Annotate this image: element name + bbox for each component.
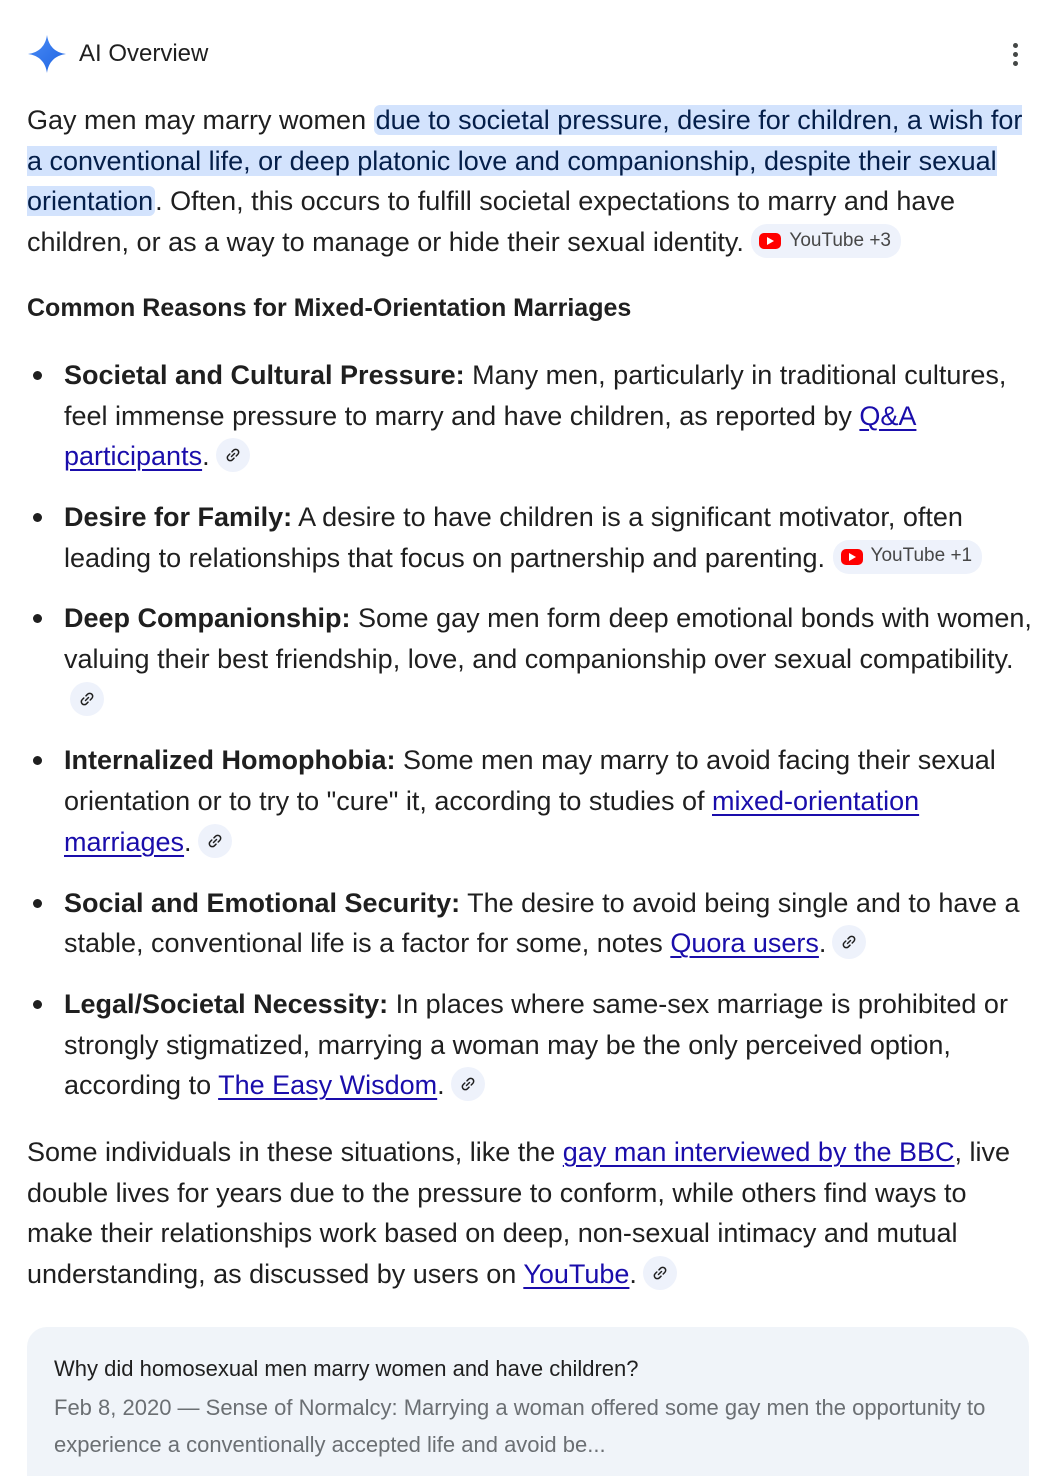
list-item: Societal and Cultural Pressure: Many men, particularly in traditional cultures, feel immense pressure to marry and have children, as reported by Q&A participants.: [27, 355, 1033, 477]
list-item: Internalized Homophobia: Some men may marry to avoid facing their sexual orientation or to try to "cure" it, according to studies of mixed-orientation marriages.: [27, 740, 1033, 862]
link-chip-button[interactable]: [198, 824, 232, 858]
reason-text: The desire to avoid being single and to have a stable, conventional life is a factor for some, notes: [64, 887, 1020, 959]
reason-term: Deep Companionship:: [64, 603, 351, 634]
youtube-icon: [759, 233, 781, 249]
reason-link[interactable]: mixed-orientation marriages: [64, 786, 920, 857]
link-chip-button[interactable]: [451, 1067, 485, 1101]
intro-rest: . Often, this occurs to fulfill societal expectations to marry and have children, or as a way to manage or hide their sexual identity.: [27, 186, 955, 258]
intro-lead: Gay men may marry women: [27, 105, 374, 135]
reason-term: Social and Emotional Security:: [64, 887, 461, 918]
intro-highlight: due to societal pressure, desire for children, a wish for a conventional life, or deep platonic love and companionship, despite their sexual orientation: [27, 105, 1023, 217]
reason-text: A desire to have children is a significant motivator, often leading to relationships that focus on partnership and parenting.: [64, 501, 963, 573]
source-chip-label: YouTube +1: [870, 545, 973, 567]
reason-text: Some gay men form deep emotional bonds with women, valuing their best friendship, love, and companionship over sexual compatibility.: [64, 603, 1032, 675]
reason-term: Societal and Cultural Pressure:: [64, 359, 465, 390]
link-icon: [460, 1076, 476, 1092]
reason-link[interactable]: The Easy Wisdom: [218, 1070, 438, 1101]
reason-link[interactable]: Q&A participants: [64, 400, 917, 472]
header-title: AI Overview: [79, 40, 209, 67]
youtube-icon: [841, 549, 863, 565]
link-chip-button[interactable]: [643, 1256, 677, 1290]
intro-paragraph: [27, 100, 1033, 263]
source-chip-youtube[interactable]: [751, 224, 901, 258]
section-title: Common Reasons for Mixed-Orientation Marriages: [27, 293, 632, 322]
link-icon: [841, 934, 857, 950]
source-chip-label: YouTube +3: [789, 229, 891, 251]
reason-link[interactable]: Quora users: [670, 928, 819, 959]
reason-term: Desire for Family:: [64, 501, 293, 532]
link-icon: [225, 447, 241, 463]
reason-text: Many men, particularly in traditional cultures, feel immense pressure to marry and have children, as reported by: [64, 359, 1007, 431]
reasons-list: [27, 355, 1033, 1106]
link-icon: [207, 833, 223, 849]
link-icon: [79, 691, 95, 707]
reason-text: Some men may marry to avoid facing their sexual orientation or to try to "cure" it, according to studies of: [64, 745, 996, 817]
bbc-link[interactable]: gay man interviewed by the BBC: [562, 1137, 955, 1168]
more-vert-icon: [1013, 43, 1018, 48]
list-item: Legal/Societal Necessity: In places where same-sex marriage is prohibited or strongly stigmatized, marrying a woman may be the only perceived option, according to The Easy Wisdom.: [27, 984, 1033, 1106]
gemini-spark-icon: [27, 34, 67, 74]
source-card[interactable]: [27, 1327, 1029, 1476]
closing-paragraph: Some individuals in these situations, like the gay man interviewed by the BBC, live double lives for years due to the pressure to conform, while others find ways to make their relationships work based on deep, non-sexual intimacy and mutual understanding, as discussed by users on YouTube.: [27, 1137, 1011, 1290]
more-options-button[interactable]: [997, 36, 1033, 72]
link-icon: [652, 1265, 668, 1281]
link-chip-button[interactable]: [70, 682, 104, 716]
link-chip-button[interactable]: [832, 925, 866, 959]
list-item: Social and Emotional Security: The desire to avoid being single and to have a stable, conventional life is a factor for some, notes Quora users.: [27, 883, 1033, 964]
list-item: [27, 598, 1033, 720]
source-card-snippet: Feb 8, 2020 — Sense of Normalcy: Marrying a woman offered some gay men the opportunity to experience a conventionally accepted life and avoid be...: [54, 1395, 986, 1457]
reason-text: In places where same-sex marriage is prohibited or strongly stigmatized, marrying a woman may be the only perceived option, according to: [64, 988, 1008, 1101]
reason-term: Internalized Homophobia:: [64, 745, 396, 776]
reason-term: Legal/Societal Necessity:: [64, 988, 389, 1019]
source-card-title: Why did homosexual men marry women and have children?: [54, 1356, 639, 1381]
source-chip-youtube[interactable]: [833, 540, 983, 574]
youtube-link[interactable]: YouTube: [523, 1259, 630, 1290]
list-item: [27, 497, 1033, 578]
link-chip-button[interactable]: [216, 438, 250, 472]
overview-content: [27, 100, 1033, 1295]
ai-overview-header: [27, 32, 1033, 76]
